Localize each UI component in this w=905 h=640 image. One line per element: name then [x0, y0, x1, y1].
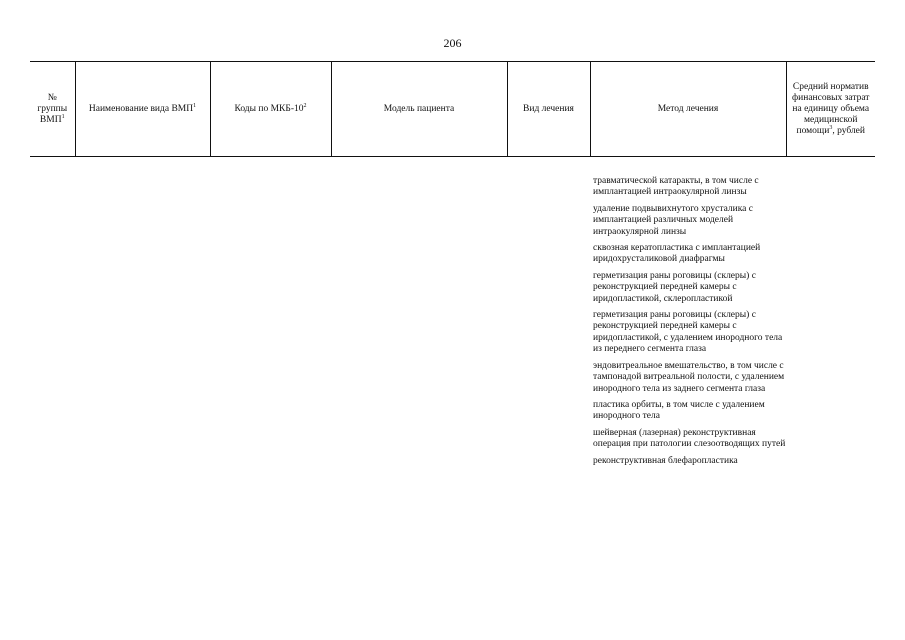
- treatment-method-item: реконструктивная блефаропластика: [593, 455, 738, 466]
- column-header-patient-model: Модель пациента: [331, 62, 507, 157]
- footnote-mark: 1: [193, 102, 197, 109]
- footnote-mark: 3: [829, 124, 833, 131]
- column-header-mkb-codes: [210, 62, 331, 157]
- treatment-methods-list: [593, 176, 786, 472]
- column-header-group-number-text: № группы ВМП: [37, 92, 68, 125]
- column-header-vmp-name-text: Наименование вида ВМП: [88, 103, 194, 114]
- column-header-average-cost-text: Средний норматив финансовых затрат на единицу объема медицинской помощи: [792, 81, 870, 136]
- column-header-treatment-type: Вид лечения: [507, 62, 590, 157]
- treatment-method-item: пластика орбиты, в том числе с удалением инородного тела: [593, 399, 765, 422]
- treatment-method-item: удаление подвывихнутого хрусталика с имплантацией различных моделей интраокулярной линзы: [593, 203, 753, 237]
- column-header-treatment-method: Метод лечения: [590, 62, 786, 157]
- column-header-average-cost-unit: , рублей: [832, 125, 865, 136]
- table-header: [30, 61, 875, 157]
- treatment-method-item: эндовитреальное вмешательство, в том числе с тампонадой витреальной полости, с удалением инородного тела из заднего сегмента глаза: [593, 360, 785, 394]
- footnote-mark: 1: [61, 113, 65, 120]
- page-number: 206: [443, 36, 462, 50]
- column-header-group-number: [30, 62, 75, 157]
- treatment-method-item: сквозная кератопластика с имплантацией иридохрусталиковой диафрагмы: [593, 243, 761, 265]
- column-header-average-cost: [786, 62, 875, 157]
- column-header-vmp-name: [75, 62, 210, 157]
- treatment-method-item: шейверная (лазерная) реконструктивная операция при патологии слезоотводящих путей: [593, 427, 786, 450]
- column-header-mkb-codes-text: Коды по МКБ-10: [234, 103, 304, 114]
- footnote-mark: 2: [303, 102, 307, 109]
- treatment-method-item: герметизация раны роговицы (склеры) с реконструкцией передней камеры с иридопластикой, с удалением инородного тела из переднего сегмента глаза: [593, 310, 783, 355]
- treatment-method-item: травматической катаракты, в том числе с имплантацией интраокулярной линзы: [593, 176, 759, 198]
- treatment-method-item: герметизация раны роговицы (склеры) с реконструкцией передней камеры с иридопластикой, склеропластикой: [593, 270, 756, 304]
